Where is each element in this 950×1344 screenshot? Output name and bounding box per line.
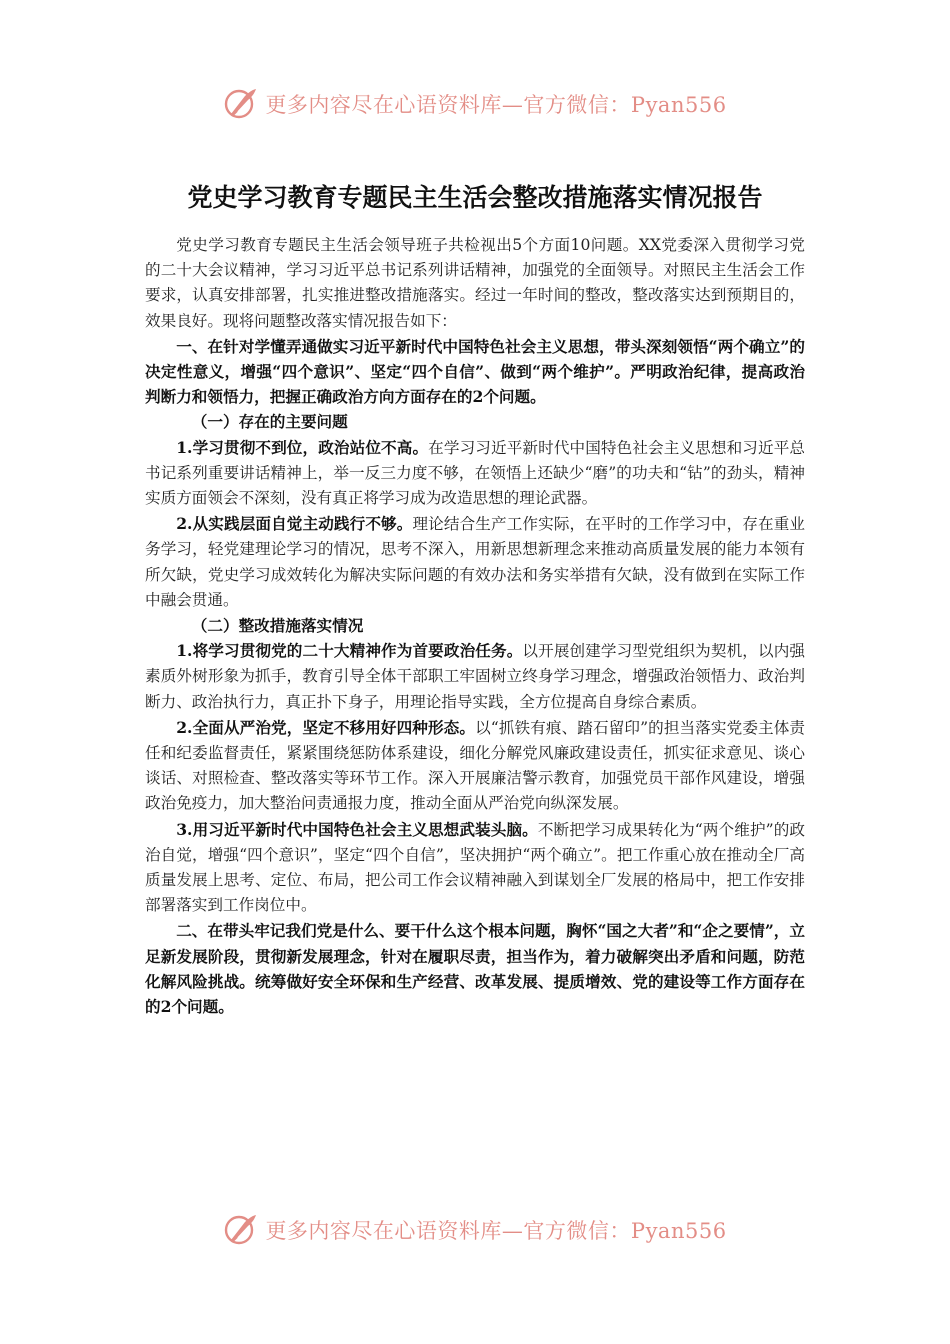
- document-body: [145, 233, 805, 1019]
- measure-item-2: [145, 715, 805, 817]
- watermark-banner-top: [0, 84, 950, 124]
- problem-2-body: 理论结合生产工作实际，在平时的工作学习中，存在重业务学习，轻党建理论学习的情况，思考不深入，用新思想新理念来推动高质量发展的能力本领有所欠缺，党史学习成效转化为解决实际问题的有效办法和务实举措有欠缺，没有做到在实际工作中融会贯通。: [145, 515, 805, 609]
- measure-3-body: 不断把学习成果转化为“两个维护”的政治自觉，增强“四个意识”，坚定“四个自信”，坚决拥护“两个确立”。把工作重心放在推动全厂高质量发展上思考、定位、布局，把公司工作会议精神融入到谋划全厂发展的格局中，把工作安排部署落实到工作岗位中。: [145, 820, 805, 915]
- problem-item-2: [145, 511, 805, 613]
- measure-1-body: 以开展创建学习型党组织为契机，以内强素质外树形象为抓手，教育引导全体干部职工牢固树立终身学习理念，增强政治领悟力、政治判断力、政治执行力，真正扑下身子，用理论指导实践，全方位提高自身综合素质。: [145, 642, 805, 711]
- problem-1-body: 在学习习近平新时代中国特色社会主义思想和习近平总书记系列重要讲话精神上，举一反三力度不够，在领悟上还缺少“磨”的功夫和“钻”的劲头，精神实质方面领会不深刻，没有真正将学习成为改造思想的理论武器。: [145, 438, 805, 508]
- intro-paragraph: 党史学习教育专题民主生活会领导班子共检视出5个方面10问题。XX党委深入贯彻学习党的二十大会议精神，学习习近平总书记系列讲话精神，加强党的全面领导。对照民主生活会工作要求，认真安排部署，扎实推进整改措施落实。经过一年时间的整改，整改落实达到预期目的，效果良好。现将问题整改落实情况报告如下：: [145, 236, 805, 330]
- measure-item-3: [145, 817, 805, 919]
- measure-2-lead: 2.全面从严治党，坚定不移用好四种形态。: [176, 717, 476, 737]
- subsection-problems-title: （一）存在的主要问题: [191, 412, 348, 432]
- section-1-heading: 一、在针对学懂弄通做实习近平新时代中国特色社会主义思想，带头深刻领悟“两个确立”的决定性意义，增强“四个意识”、坚定“四个自信”、做到“两个维护”。严明政治纪律，提高政治判断力和领悟力，把握正确政治方向方面存在的2个问题。: [145, 336, 805, 407]
- measure-3-lead: 3.用习近平新时代中国特色社会主义思想武装头脑。: [176, 819, 538, 839]
- subsection-measures-title: （二）整改措施落实情况: [191, 616, 364, 636]
- problem-2-lead: 2.从实践层面自觉主动践行不够。: [176, 514, 413, 534]
- watermark-text-bottom: 更多内容尽在心语资料库—官方微信：Pyan556: [265, 1219, 727, 1243]
- quill-pen-logo-icon: [223, 1212, 259, 1248]
- problem-item-1: [145, 435, 805, 512]
- quill-pen-logo-icon: [223, 86, 259, 122]
- measure-2-body: 以“抓铁有痕、踏石留印”的担当落实党委主体责任和纪委监督责任，紧紧围绕惩防体系建设，细化分解党风廉政建设责任，抓实征求意见、谈心谈话、对照检查、整改落实等环节工作。深入开展廉洁警示教育，加强党员干部作风建设，增强政治免疫力，加大整治问责通报力度，推动全面从严治党向纵深发展。: [145, 718, 805, 813]
- watermark-banner-bottom: [0, 1210, 950, 1250]
- watermark-text-top: 更多内容尽在心语资料库—官方微信：Pyan556: [265, 93, 727, 117]
- document-title: 党史学习教育专题民主生活会整改措施落实情况报告: [187, 183, 763, 212]
- problem-1-lead: 1.学习贯彻不到位，政治站位不高。: [176, 437, 429, 457]
- section-2-heading: 二、在带头牢记我们党是什么、要干什么这个根本问题，胸怀“国之大者”和“企之要情”，立足新发展阶段，贯彻新发展理念，针对在履职尽责，担当作为，着力破解突出矛盾和问题，防范化解风险挑战。统筹做好安全环保和生产经营、改革发展、提质增效、党的建设等工作方面存在的2个问题。: [145, 921, 805, 1017]
- measure-item-1: [145, 638, 805, 715]
- measure-1-lead: 1.将学习贯彻党的二十大精神作为首要政治任务。: [176, 641, 523, 661]
